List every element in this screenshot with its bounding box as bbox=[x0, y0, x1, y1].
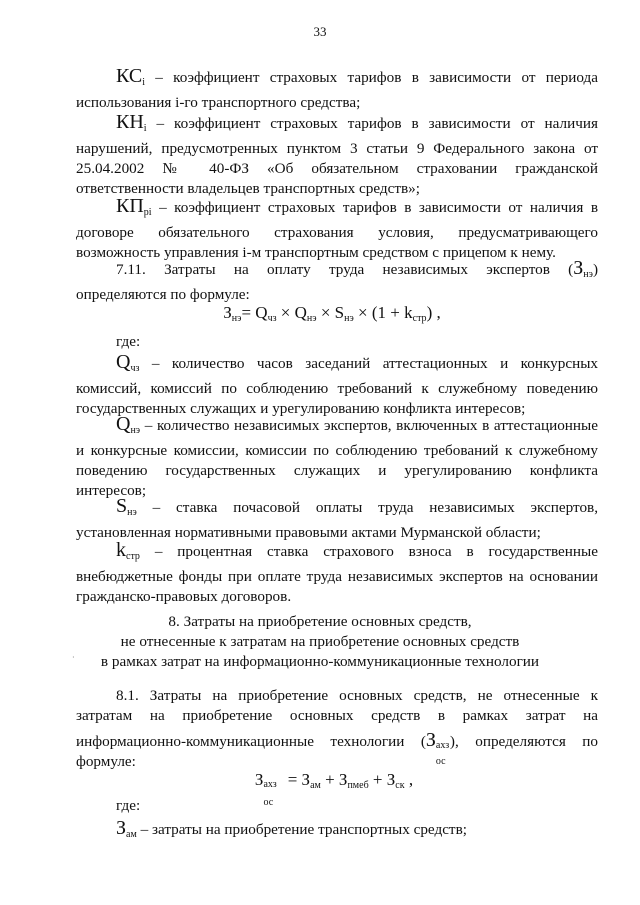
symbol-kp: КП bbox=[116, 195, 144, 217]
definition-kp: $КП_{pi}$ – коэффициент страховых тарифов в зависимости от наличия в договоре обязательного страхования условия, предусматривающего возможность управления i-м транспортным средством с прицепом к нему. bbox=[76, 195, 598, 261]
definition-zam: $З_{ам}$ – затраты на приобретение транспортных средств; bbox=[116, 817, 467, 840]
definition-kn: $КН_i$ – коэффициент страховых тарифов в зависимости от наличия нарушений, предусмотренных пунктом 3 статьи 9 Федерального закона от 25.04.2002 № 40-ФЗ «Об обязательном страховании гражданской ответственности владельцев транспортных средств»; bbox=[76, 111, 598, 197]
symbol-kc: КС bbox=[116, 65, 143, 87]
where-label-1: где: bbox=[116, 333, 141, 350]
definition-kstr: $k_{стр}$ – процентная ставка страхового взноса в государственные внебюджетные фонды при оплате труда независимых экспертов на основании гражданско-правовых договоров. bbox=[76, 539, 598, 605]
definition-sne: $S_{нэ}$ – ставка почасовой оплаты труда независимых экспертов, установленная нормативными правовыми актами Мурманской области; bbox=[76, 495, 599, 541]
section-8-heading: 8. Затраты на приобретение основных средств, не отнесенные к затратам на приобретение основных средств в рамках затрат на информационно-коммуникационные технологии bbox=[100, 613, 540, 670]
where-label-2: где: bbox=[116, 797, 141, 814]
paragraph-8-1: 8.1. Затраты на приобретение основных средств, не отнесенные к затратам на приобретение основных средств в рамках затрат на информационно-коммуникационные технологии (З ахз ос ), определяются по формуле: bbox=[76, 687, 598, 770]
definition-qne: $Q_{нэ}$ – количество независимых экспертов, включенных в аттестационные и конкурсные комиссии, комиссии по соблюдению требований к служебному поведению государственных служащих и урегулированию конфликта интересов; bbox=[76, 413, 598, 499]
paragraph-7-11: 7.11. Затраты на оплату труда независимых экспертов $(З_{нэ})$ определяются по формуле: bbox=[76, 257, 598, 303]
definition-qchz: $Q_{чз}$ – количество часов заседаний аттестационных и конкурсных комиссий, комиссий по соблюдению требований к служебному поведению государственных служащих и урегулированию конфликта интересов; bbox=[76, 351, 599, 417]
page-number: 33 bbox=[313, 24, 327, 39]
margin-dot: · bbox=[72, 653, 75, 662]
definition-kc: $КС_i$ – коэффициент страховых тарифов в зависимости от периода использования i-го транспортного средства; bbox=[76, 65, 598, 111]
formula-fixed-assets: З ахз ос = $З_{ам} + З_{пмеб} + З_{ск}$ , bbox=[254, 770, 414, 808]
formula-expert-costs: $З_{нэ}= Q_{чз} \times Q_{нэ} \times S_{нэ} \times (1 + k_{стр})$ , bbox=[223, 303, 441, 324]
symbol-kn: КН bbox=[116, 111, 144, 133]
